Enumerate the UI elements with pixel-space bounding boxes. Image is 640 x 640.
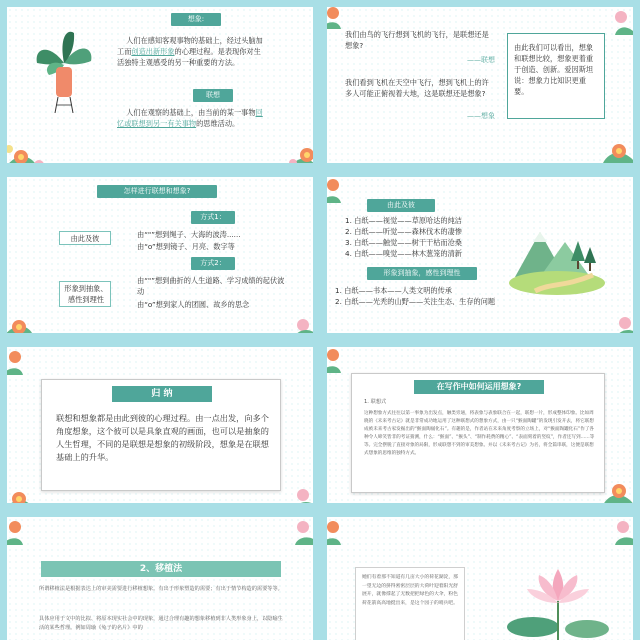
sense-item-1: 1. 白纸——视觉——草原哈达的纯洁	[345, 216, 462, 225]
label-near-to-far: 由此及彼	[59, 231, 111, 245]
label-concrete-to-abstract: 形象到抽象、感性到理性	[59, 281, 111, 307]
conclusion-text: 由此我们可以看出，想象和联想比较，想象更着重于创造、创新。爱因斯坦说：想象力比知识更重要。	[514, 43, 594, 96]
flower-decoration-icon	[320, 0, 359, 39]
sense-item-4: 4. 白纸——嗅觉——林木葱笼的清新	[345, 249, 462, 258]
association-tag: 联想	[193, 89, 233, 102]
writing-subtitle: 1. 联想式	[364, 399, 387, 405]
flower-decoration-icon	[597, 3, 637, 43]
transplant-p2: 具体应用于文中的比拟、将原本现实社会中的现象，通过合理有趣的想象移植到非人类形象身上，以隐喻生活的某些哲理。例如周瑜《兔子的名片》中的	[39, 616, 283, 631]
lotus-text-box	[355, 567, 465, 640]
potted-plant-illustration	[29, 23, 99, 113]
abstract-item-1: 1. 白纸——书本——人类文明的传承	[335, 286, 452, 295]
mountain-landscape-illustration	[505, 217, 605, 297]
summary-title: 归 纳	[112, 386, 212, 402]
slide-summary[interactable]	[0, 340, 320, 510]
question-1: 我们由鸟的飞行想到飞机的飞行，是联想还是想象?	[345, 30, 489, 50]
section-title: 怎样进行联想和想象?	[97, 185, 217, 198]
writing-title: 在写作中如何运用想象?	[414, 380, 544, 394]
summary-body: 联想和想象都是由此到彼的心理过程。由一点出发，向多个角度想象，这个彼可以是具象直观的画面，也可以是抽象的人生哲理，不同的是联想是想象的初级阶段，想象是在联想基础上的升华。	[56, 413, 269, 462]
flower-decoration-icon	[320, 171, 359, 211]
method-1-line-1: 由“"”想到绳子、大海的波涛......	[137, 230, 241, 239]
slide-imagination-definition[interactable]	[0, 0, 320, 170]
near-to-far-tag: 由此及彼	[367, 199, 435, 212]
concrete-to-abstract-tag: 形象到抽象，感性到理性	[367, 267, 477, 280]
abstract-item-2: 2. 白纸——光秃的山野——关注生态、生存的问题	[335, 297, 496, 306]
sense-item-3: 3. 白纸——触觉——树干干枯而沧桑	[345, 238, 462, 247]
flower-decoration-icon	[275, 127, 320, 170]
method-1-line-2: 由“o”想到镜子、月亮、数字等	[137, 242, 235, 251]
slide-association-vs-imagination[interactable]	[320, 0, 640, 170]
flower-decoration-icon	[1, 343, 41, 383]
flower-decoration-icon	[1, 295, 51, 340]
flower-decoration-icon	[599, 299, 640, 340]
slide-how-to-associate[interactable]	[0, 170, 320, 340]
writing-body: 这种想象方式往往以第一事象为出发点，触类旁通，将表象与表象联合在一起，联想一片，形成整体印象。比如周晓的《未来考古记》就是非常成功地运用了这种联想式的想象方式，由一只“猴面陶罐”的发现引发开去，将它联想成被未来考古家发掘出的“猴面陶俑化石”。有趣的是，作者站在未来角度考察的立场上，对“猴面陶罐化石”作了各种令人啼笑皆非的考证猜测，什么：“猴面”、“猴头”、“制作耗费的精心”、“表面刻着的竖纹”，作者还写到……等等。完全摆脱了直接对象的局限，形成联想不到的审美想象。并以《未来考古记》为名，将全篇串联，这便是联想式想象的思维的独特方式。	[364, 411, 595, 456]
association-definition: 人们在观察的基础上，由当前的某一事物回忆或联想到另一有关事物的思维活动。	[117, 108, 263, 128]
flower-decoration-icon	[320, 341, 359, 381]
flower-decoration-icon	[277, 299, 320, 340]
flower-decoration-icon	[320, 513, 359, 553]
writing-card	[351, 373, 605, 493]
flower-decoration-icon	[1, 513, 41, 553]
flower-decoration-icon	[277, 471, 320, 510]
transplant-p1: 所谓移植法是根据表达上的审美需要进行移植想象。有出于形象塑造的需要；有出于情节构造的需要等等。	[39, 586, 283, 592]
flower-decoration-icon	[589, 463, 639, 510]
answer-1: ——联想	[467, 56, 495, 64]
transplant-title: 2、移植法	[41, 561, 281, 577]
method-2-line-1: 由“"”想到曲折的人生道路、学习成绩的起伏波动	[137, 276, 285, 296]
slide-white-paper-examples[interactable]	[320, 170, 640, 340]
sense-item-2: 2. 白纸——听觉——森林伐木的凄惨	[345, 227, 462, 236]
imagination-tag: 想象:	[171, 13, 221, 26]
lotus-text: 她们有着那不知道有几亩大小的荷花湖淀，那一望无边的挤得密密层层的大荷叶迎着阳光舒展开，就像撑起了无数把把绿色的大伞，粉色荷花箭高高地挺出来，是这个园子的哨兵吧。	[362, 575, 458, 606]
conclusion-box	[507, 33, 605, 119]
method-2-line-2: 由“o”想到家人的团圆、故乡的思念	[137, 300, 250, 309]
imagination-definition: 人们在感知客观事物的基础上，经过头脑加工而创造出新形象的心理过程。是表现你对生活独特主观感受的另一种重要的方法。	[117, 36, 263, 67]
slide-imagination-in-writing[interactable]	[320, 340, 640, 510]
flower-decoration-icon	[597, 513, 640, 553]
method-1-tag: 方式1：	[191, 211, 235, 224]
answer-2: ——想象	[467, 112, 495, 120]
slide-transplant-method[interactable]	[0, 510, 320, 640]
flower-decoration-icon	[589, 125, 639, 170]
slide-lotus-example[interactable]	[320, 510, 640, 640]
summary-card	[41, 379, 281, 491]
lotus-flower-illustration	[503, 561, 613, 640]
method-2-tag: 方式2：	[191, 257, 235, 270]
flower-decoration-icon	[277, 513, 320, 553]
question-2: 我们看到飞机在天空中飞行，想到飞机上的许多人可能正俯视着大地，这是联想还是想象?	[345, 78, 489, 98]
flower-decoration-icon	[1, 127, 61, 170]
flower-decoration-icon	[1, 471, 51, 510]
